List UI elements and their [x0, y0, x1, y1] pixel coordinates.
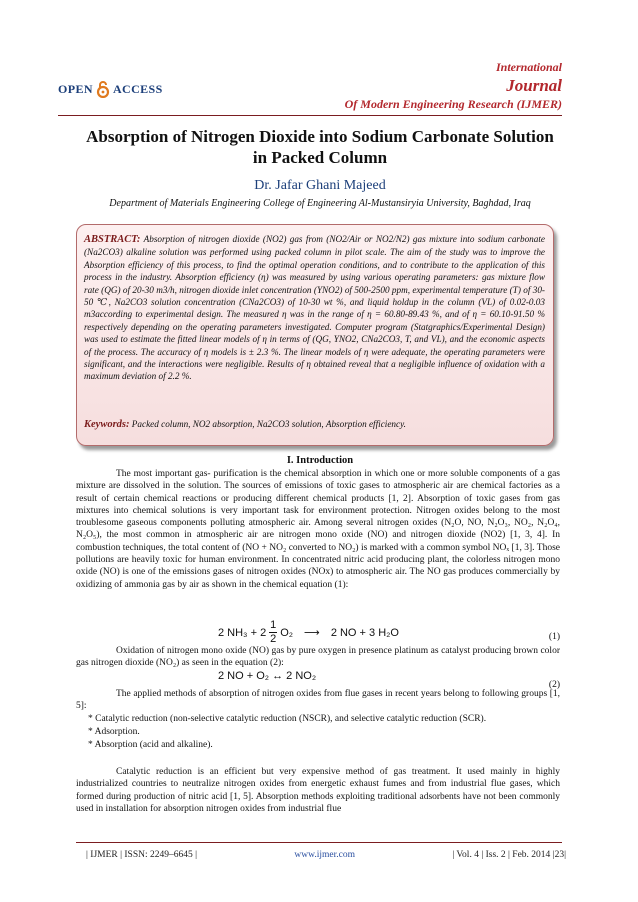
- eq1-reactants: 2 NH₃ + 2: [218, 626, 267, 639]
- header-divider: [58, 115, 562, 116]
- author-name: Dr. Jafar Ghani Majeed: [254, 178, 386, 193]
- eq1-arrow-icon: ⟶: [304, 627, 320, 639]
- title-line-1: Absorption of Nitrogen Dioxide into Sodium Carbonate Solution: [86, 127, 554, 146]
- paper-title: [40, 126, 600, 168]
- open-access-right-text: ACCESS: [112, 81, 163, 96]
- abstract-text: Absorption of nitrogen dioxide (NO2) gas from (NO2/Air or NO2/N2) gas mixture into sodium carbonate (Na2CO3) alkaline solution was performed using packed column in pilot scale. The aim of the study was to improve the Absorption efficiency of this process, to find the optimal operation conditions, and to contribute to the application of this process in the industry. Absorption efficiency (η) was measured by using various operating parameters: gas mixture flow rate (QG) of 20-30 m3/h, nitrogen dioxide inlet concentration (YNO2) of 500-2500 ppm, experimental temperature (T) of 30-50 ℃, Na2CO3 solution concentration (CNa2CO3) of 10-30 wt %, and liquid holdup in the column (VL) of 0.02-0.03 m3according to experimental design. The measured η was in the range of η = 60.80-89.43 %, and of η = 60.10-91.50 % respectively depending on the operating parameters investigated. Computer program (Statgraphics/Experimental Design) was used to estimate the fitted linear models of η in terms of (QG, YNO2, CNa2CO3, T, and VL), and the economic aspects of the process. The accuracy of η models is ± 2.3 %. The linear models of η were adequate, the operating parameters were significant, and the interactions were negligible. Results of η obtained reveal that a negligible influence of oxidation with a maximum deviation of 2.2 %.: [84, 234, 545, 382]
- intro-paragraph-4: Catalytic reduction is an efficient but very expensive method of gas treatment. It used mainly in highly industrialized countries to neutralize nitrogen oxides from energetic exhaust fumes and from industrial flue gases, which formed during production of nitric acid [1, 5]. Absorption methods exploiting traditional adsorbents have not been commonly used in installation for absorption nitrogen oxides from industrial flue: [76, 767, 560, 814]
- method-bullet-3: * Absorption (acid and alkaline).: [88, 740, 213, 750]
- equation-2-number: (2): [548, 680, 560, 690]
- footer-website-link[interactable]: www.ijmer.com: [294, 850, 355, 860]
- eq1-oxygen: O₂: [280, 626, 294, 639]
- open-lock-icon: [96, 80, 110, 98]
- footer-issn: | IJMER | ISSN: 2249–6645 |: [86, 850, 198, 860]
- abstract-box: [76, 224, 554, 446]
- keywords-line: [84, 419, 545, 430]
- intro-paragraph-1: The most important gas- purification is the chemical absorption in which one or more soluble components of a gas mixture are dissolved in the solution. The sources of emissions of toxic gases to atmospheric air are chemical factories as a result of certain chemical reactions or producing different chemical products [1, 2]. Absorption of toxic gases from gas mixtures into chemical solutions is very important task for environment protection. Nitrogen oxides belong to the most troublesome gaseous components polluting atmospheric air. Among several nitrogen oxides (N₂O, NO, N₂O₃, NO₂, N₂O₄, N₂O₅), the most common in atmospheric air are nitrogen mono oxide (NO) and nitrogen dioxide (NO2) [1, 3, 4]. In combustion techniques, the total content of (NO + NO₂ converted to NO₂) is marked with a common symbol NOₓ [1, 3]. Those pollutions are heavily toxic for human environment. In concentrated nitric acid producing plant, the colorless nitrogen mono oxide (NO) is one of the emissions gases of nitrogen oxides (NOx) to atmospheric air. The NO gas produces commercially by oxidizing of ammonia gas by air as shown in the chemical equation (1):: [76, 469, 560, 590]
- title-line-2: in Packed Column: [252, 148, 388, 167]
- journal-line-3: Of Modern Engineering Research (IJMER): [344, 97, 562, 111]
- intro-paragraph-2: Oxidation of nitrogen mono oxide (NO) gas by pure oxygen in presence platinum as catalyst producing brown color gas nitrogen dioxide (NO₂) as seen in the equation (2):: [76, 646, 560, 669]
- intro-paragraph-3: The applied methods of absorption of nitrogen oxides from flue gases in recent years belong to following groups [1, 5]:: [76, 689, 560, 712]
- journal-line-2: Journal: [506, 76, 562, 95]
- method-bullet-1: * Catalytic reduction (non-selective catalytic reduction (NSCR), and selective catalytic reduction (SCR).: [88, 714, 487, 724]
- abstract-paragraph: [84, 233, 545, 383]
- method-bullet-2: * Adsorption.: [88, 727, 140, 737]
- footer-volume-page: | Vol. 4 | Iss. 2 | Feb. 2014 |23|: [452, 850, 566, 860]
- abstract-label: ABSTRACT:: [84, 234, 141, 245]
- author-affiliation: Department of Materials Engineering College of Engineering Al-Mustansiryia University, Baghdad, Iraq: [109, 198, 531, 209]
- eq1-fraction-denominator: 2: [270, 633, 277, 645]
- equation-1-number: (1): [548, 632, 560, 642]
- eq1-products: 2 NO + 3 H₂O: [330, 626, 399, 639]
- eq1-fraction: [269, 620, 277, 645]
- page-footer: [86, 850, 566, 860]
- equation-1: [218, 620, 399, 645]
- eq1-fraction-numerator: 1: [270, 619, 277, 631]
- open-access-logo: [58, 80, 163, 98]
- journal-name: [345, 60, 562, 112]
- equation-2: 2 NO + O₂ ↔ 2 NO₂: [218, 670, 317, 682]
- footer-divider: [76, 842, 562, 843]
- keywords-label: Keywords:: [84, 419, 130, 430]
- open-access-left-text: OPEN: [58, 81, 93, 96]
- keywords-text: Packed column, NO2 absorption, Na2CO3 solution, Absorption efficiency.: [131, 419, 406, 429]
- journal-line-1: International: [495, 60, 562, 74]
- section-heading-introduction: I. Introduction: [286, 455, 354, 466]
